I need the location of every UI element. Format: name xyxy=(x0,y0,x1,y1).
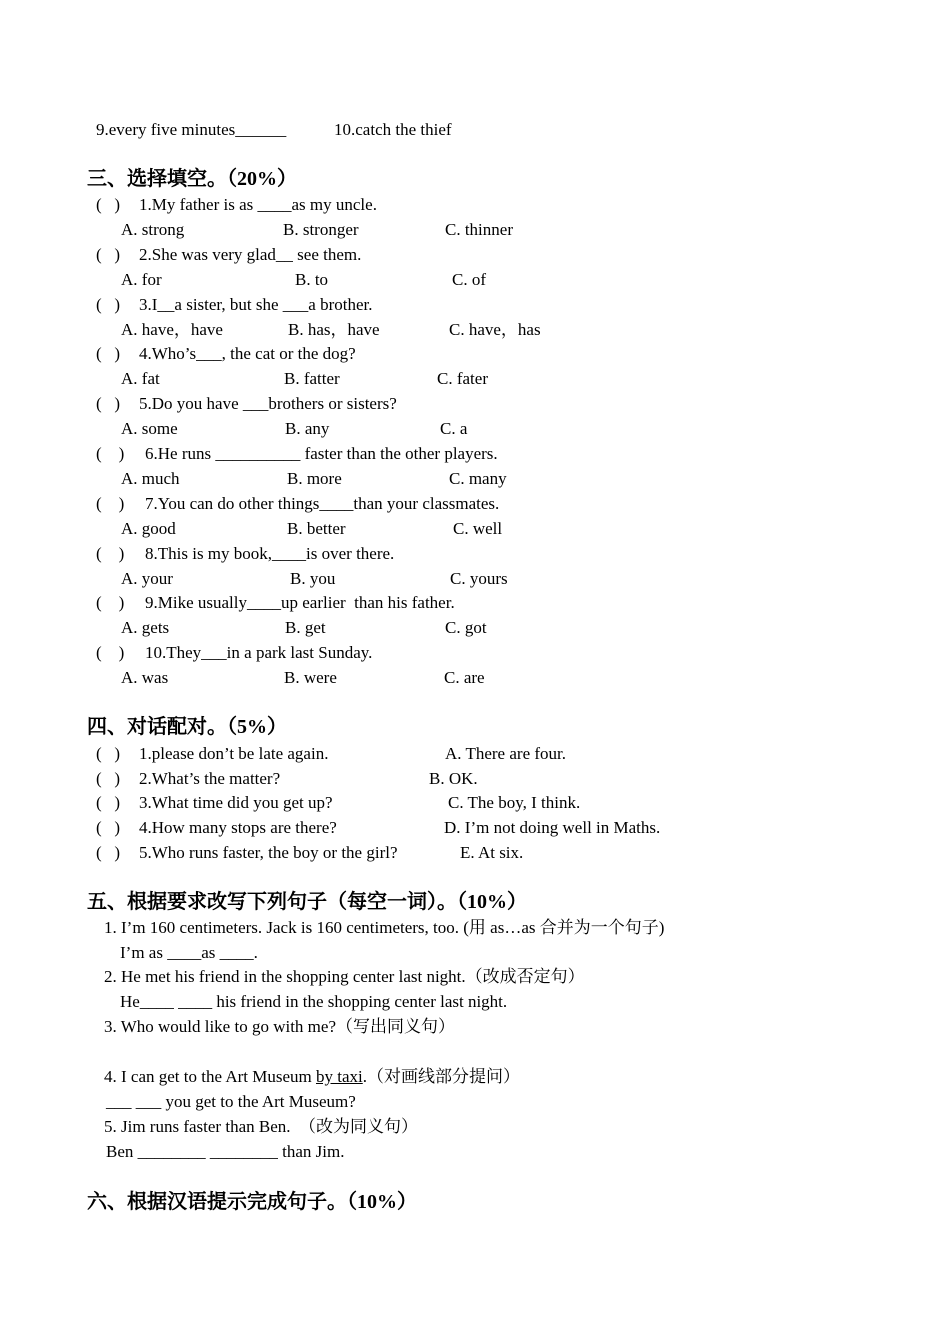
question-text: 8.This is my book,____is over there. xyxy=(145,544,395,563)
option-b: B. to xyxy=(295,270,329,289)
answer-bracket: ( ) xyxy=(96,295,121,314)
question-text: 3.I__a sister, but she ___a brother. xyxy=(139,295,373,314)
answer-bracket: ( ) xyxy=(96,818,121,837)
option-c: C. well xyxy=(453,519,503,538)
answer-bracket: ( ) xyxy=(96,843,121,862)
option-b: B. stronger xyxy=(283,220,359,239)
rewrite-q2: 2. He met his friend in the shopping center last night.（改成否定句） xyxy=(104,967,585,986)
option-c: C. thinner xyxy=(445,220,513,239)
rewrite-q3: 3. Who would like to go with me?（写出同义句） xyxy=(104,1017,455,1036)
answer-bracket: ( ) xyxy=(96,769,121,788)
option-b: B. fatter xyxy=(284,369,340,388)
section6-title: 六、根据汉语提示完成句子。 xyxy=(87,1189,347,1213)
dialogue-question: 2.What’s the matter? xyxy=(139,769,281,788)
option-b: B. you xyxy=(290,569,336,588)
section5-heading xyxy=(87,889,527,914)
section4-percent: （5%） xyxy=(227,716,287,738)
question-text: 6.He runs __________ faster than the other players. xyxy=(145,444,498,463)
option-a: A. some xyxy=(121,419,178,438)
option-c: C. many xyxy=(449,469,507,488)
option-c: C. yours xyxy=(450,569,508,588)
dialogue-answer: D. I’m not doing well in Maths. xyxy=(444,818,661,837)
option-a: A. fat xyxy=(121,369,160,388)
question-text: 9.Mike usually____up earlier than his father. xyxy=(145,593,455,612)
question-text: 10.They___in a park last Sunday. xyxy=(145,643,373,662)
option-c: C. of xyxy=(452,270,486,289)
option-b: B. more xyxy=(287,469,342,488)
option-a: A. have，have xyxy=(121,320,223,339)
question-text: 2.She was very glad__ see them. xyxy=(139,245,362,264)
rewrite-q1: 1. I’m 160 centimeters. Jack is 160 centimeters, too. (用 as…as 合并为一个句子) xyxy=(104,918,665,937)
option-a: A. your xyxy=(121,569,173,588)
dialogue-answer: C. The boy, I think. xyxy=(448,793,581,812)
option-a: A. was xyxy=(121,668,169,687)
question-text: 4.Who’s___, the cat or the dog? xyxy=(139,344,356,363)
answer-bracket: ( ) xyxy=(96,245,121,264)
answer-bracket: ( ) xyxy=(96,593,125,612)
answer-bracket: ( ) xyxy=(96,643,125,662)
option-a: A. strong xyxy=(121,220,185,239)
answer-bracket: ( ) xyxy=(96,444,125,463)
dialogue-question: 4.How many stops are there? xyxy=(139,818,337,837)
question-text: 7.You can do other things____than your classmates. xyxy=(145,494,500,513)
vocab-item-9: 9.every five minutes______ xyxy=(96,120,287,139)
rewrite-q4-answer: ___ ___ you get to the Art Museum? xyxy=(106,1092,356,1111)
option-a: A. much xyxy=(121,469,180,488)
dialogue-answer: E. At six. xyxy=(460,843,524,862)
section5-title: 五、根据要求改写下列句子（每空一词）。 xyxy=(87,889,457,913)
section4-title: 四、对话配对。 xyxy=(87,714,227,738)
vocab-item-10: 10.catch the thief xyxy=(334,120,452,139)
option-b: B. get xyxy=(285,618,326,637)
answer-bracket: ( ) xyxy=(96,744,121,763)
rewrite-q4-before: 4. I can get to the Art Museum xyxy=(104,1067,316,1086)
rewrite-q4-underlined: by taxi xyxy=(316,1067,363,1086)
answer-bracket: ( ) xyxy=(96,793,121,812)
section3-heading xyxy=(87,166,297,191)
option-c: C. got xyxy=(445,618,487,637)
option-b: B. better xyxy=(287,519,346,538)
question-text: 1.My father is as ____as my uncle. xyxy=(139,195,377,214)
dialogue-question: 3.What time did you get up? xyxy=(139,793,333,812)
dialogue-question: 1.please don’t be late again. xyxy=(139,744,329,763)
answer-bracket: ( ) xyxy=(96,195,121,214)
option-c: C. fater xyxy=(437,369,488,388)
section5-percent: （10%） xyxy=(457,891,527,913)
option-a: A. for xyxy=(121,270,162,289)
answer-bracket: ( ) xyxy=(96,544,125,563)
rewrite-q4-after: .（对画线部分提问） xyxy=(362,1067,520,1086)
section6-heading xyxy=(87,1189,417,1214)
rewrite-q4 xyxy=(104,1067,520,1087)
section3-title: 三、选择填空。 xyxy=(87,166,227,190)
dialogue-question: 5.Who runs faster, the boy or the girl? xyxy=(139,843,398,862)
section4-heading xyxy=(87,714,287,739)
option-a: A. good xyxy=(121,519,176,538)
answer-bracket: ( ) xyxy=(96,494,125,513)
option-b: B. any xyxy=(285,419,330,438)
answer-bracket: ( ) xyxy=(96,394,121,413)
option-c: C. have，has xyxy=(449,320,541,339)
dialogue-answer: B. OK. xyxy=(429,769,478,788)
dialogue-answer: A. There are four. xyxy=(445,744,566,763)
rewrite-q5-answer: Ben ________ ________ than Jim. xyxy=(106,1142,345,1161)
section3-percent: （20%） xyxy=(227,168,297,190)
option-c: C. a xyxy=(440,419,468,438)
question-text: 5.Do you have ___brothers or sisters? xyxy=(139,394,397,413)
option-a: A. gets xyxy=(121,618,170,637)
option-c: C. are xyxy=(444,668,485,687)
rewrite-q5: 5. Jim runs faster than Ben. （改为同义句） xyxy=(104,1117,418,1136)
answer-bracket: ( ) xyxy=(96,344,121,363)
rewrite-q2-answer: He____ ____ his friend in the shopping center last night. xyxy=(120,992,508,1011)
rewrite-q1-answer: I’m as ____as ____. xyxy=(120,943,258,962)
section6-percent: （10%） xyxy=(347,1191,417,1213)
option-b: B. were xyxy=(284,668,337,687)
option-b: B. has，have xyxy=(288,320,380,339)
